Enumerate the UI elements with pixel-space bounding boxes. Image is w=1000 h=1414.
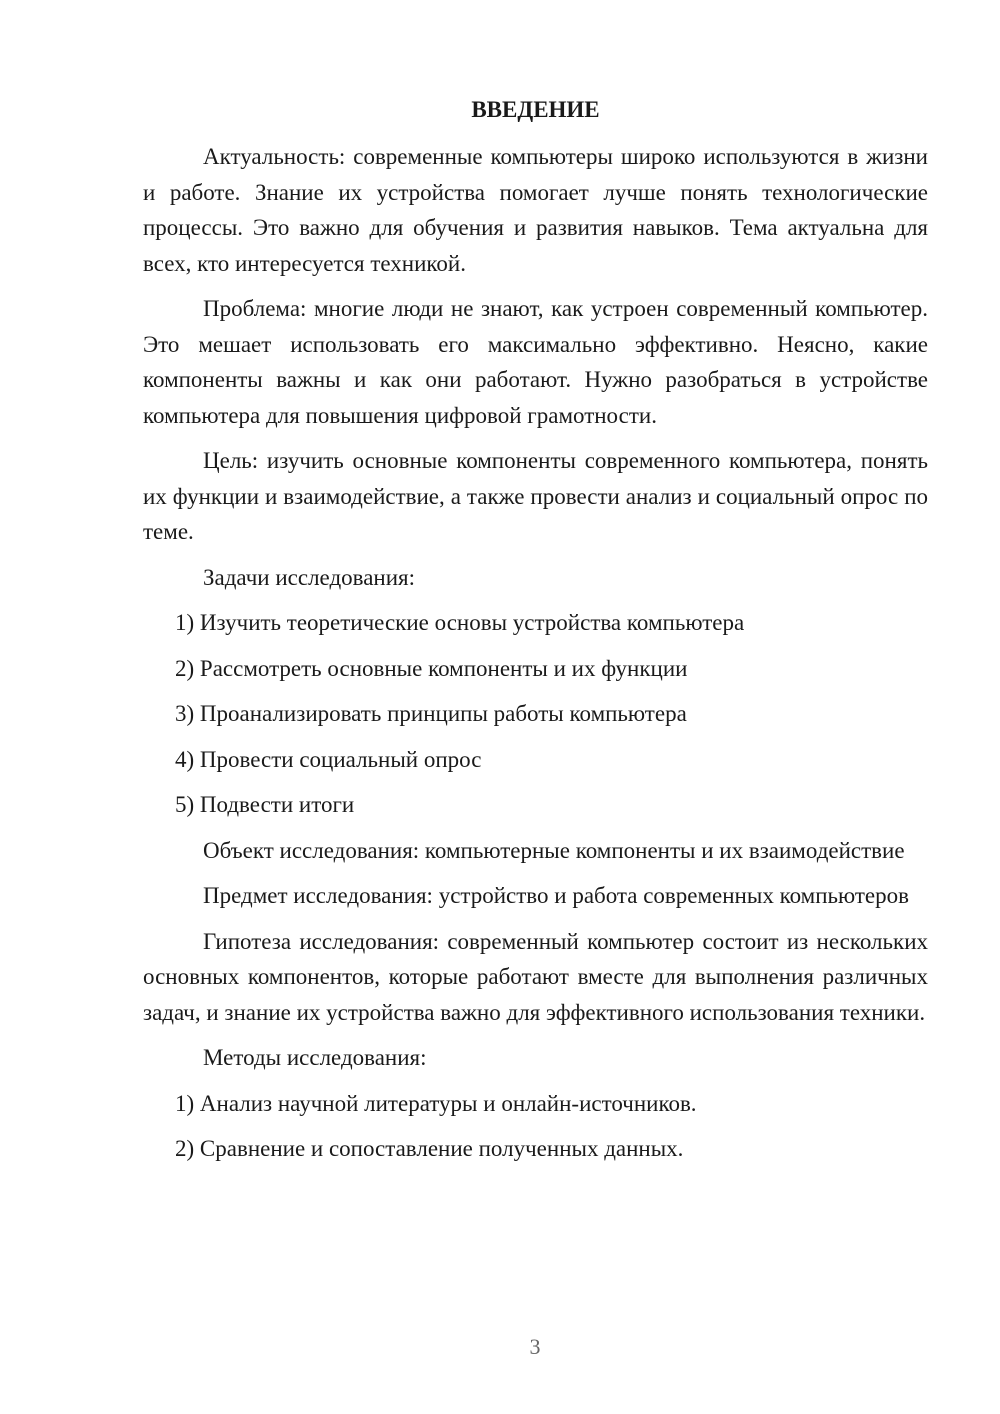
subject-paragraph: Предмет исследования: устройство и работа современных компьютеров — [203, 883, 909, 908]
object-paragraph: Объект исследования: компьютерные компоненты и их взаимодействие — [203, 837, 905, 863]
relevance-paragraph: Актуальность: современные компьютеры широко используются в жизни и работе. Знание их устройства помогает лучше понять технологические процессы. Это важно для обучения и развития навыков. Тема актуальна для всех, кто интересуется техникой. — [143, 144, 928, 276]
task-item: 4) Провести социальный опрос — [175, 746, 482, 772]
method-item: 1) Анализ научной литературы и онлайн-источников. — [175, 1090, 697, 1116]
method-item: 2) Сравнение и сопоставление полученных данных. — [175, 1136, 684, 1161]
problem-paragraph: Проблема: многие люди не знают, как устроен современный компьютер. Это мешает использовать его максимально эффективно. Неясно, какие компоненты важны и как они работают. Нужно разобраться в устройстве компьютера для повышения цифровой грамотности. — [143, 296, 928, 428]
task-item: 3) Проанализировать принципы работы компьютера — [175, 701, 687, 726]
task-item: 5) Подвести итоги — [175, 792, 355, 817]
hypothesis-paragraph: Гипотеза исследования: современный компьютер состоит из нескольких основных компонентов, которые работают вместе для выполнения различных задач, и знание их устройства важно для эффективного использования техники. — [143, 928, 928, 1025]
task-item: 1) Изучить теоретические основы устройства компьютера — [175, 610, 745, 635]
task-item: 2) Рассмотреть основные компоненты и их функции — [175, 655, 688, 681]
page-content — [143, 92, 928, 1177]
page-number: 3 — [529, 1334, 541, 1359]
methods-heading: Методы исследования: — [203, 1045, 427, 1070]
goal-paragraph: Цель: изучить основные компоненты современного компьютера, понять их функции и взаимодействие, а также провести анализ и социальный опрос по теме. — [143, 448, 928, 544]
tasks-heading: Задачи исследования: — [203, 564, 416, 590]
section-title: ВВЕДЕНИЕ — [471, 97, 600, 122]
